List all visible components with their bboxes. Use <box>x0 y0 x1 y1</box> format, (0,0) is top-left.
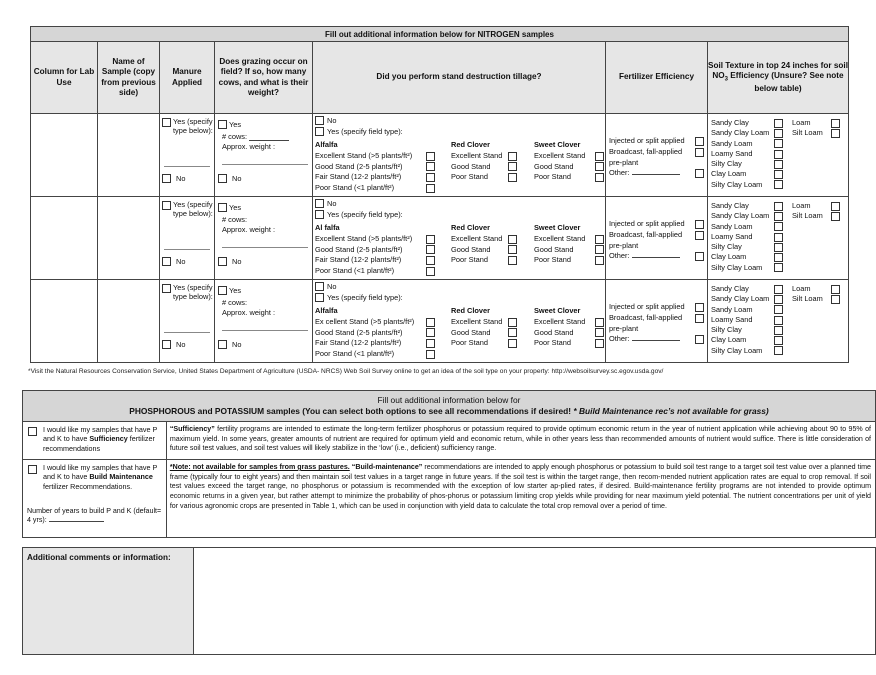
soil-cell <box>708 114 849 197</box>
fert-preplant-label: pre-plant <box>609 323 639 333</box>
soil-clay-loam-label: Clay Loam <box>711 169 747 179</box>
manure-yes-checkbox[interactable] <box>162 284 171 293</box>
soil-silty-clay-label: Silty Clay <box>711 325 742 335</box>
lab-use-cell <box>31 280 98 363</box>
pk-title-line2: PHOSPHOROUS and POTASSIUM samples (You can select both options to see all recommendations if desired! <box>129 406 574 416</box>
cows-label: # cows: <box>222 132 248 141</box>
soil-silt-loam-label: Silt Loam <box>792 294 823 304</box>
alfalfa-fair-checkbox[interactable] <box>426 339 435 348</box>
soil-loamy-sand-label: Loamy Sand <box>711 148 753 158</box>
weight-field[interactable] <box>222 247 308 248</box>
sufficiency-row <box>23 422 876 460</box>
alfalfa-good-label: Good Stand (2-5 plants/ft²) <box>315 161 403 171</box>
red-poor-label: Poor Stand <box>451 172 488 182</box>
alfalfa-good-checkbox[interactable] <box>426 328 435 337</box>
red-poor-label: Poor Stand <box>451 255 488 265</box>
sweet-clover-title: Sweet Clover <box>534 140 581 149</box>
red-clover-group <box>451 306 517 349</box>
soil-loam-label: Loam <box>792 284 811 293</box>
alfalfa-fair-checkbox[interactable] <box>426 173 435 182</box>
sweet-excellent-label: Excellent Stand <box>534 316 586 326</box>
manure-no-checkbox[interactable] <box>162 257 171 266</box>
tillage-cell <box>313 197 606 280</box>
sweet-excellent-checkbox[interactable] <box>595 318 604 327</box>
soil-cell <box>708 197 849 280</box>
grazing-yes-label: Yes <box>229 286 242 295</box>
manure-type-field[interactable] <box>164 249 210 250</box>
alfalfa-title: Al falfa <box>315 223 340 232</box>
red-poor-checkbox[interactable] <box>508 256 517 265</box>
soil-silty-clay-loam-label: Silty Clay Loam <box>711 179 763 189</box>
weight-field[interactable] <box>222 330 308 331</box>
grazing-cell <box>215 114 313 197</box>
tillage-no-label: No <box>327 116 337 125</box>
soil-silt-loam-checkbox[interactable] <box>831 129 840 138</box>
pk-title <box>23 391 876 422</box>
sweet-clover-group <box>534 306 604 349</box>
soil-sandy-loam-label: Sandy Loam <box>711 304 753 314</box>
fert-broadcast-label: Broadcast, fall-applied <box>609 229 683 239</box>
alfalfa-poor-checkbox[interactable] <box>426 267 435 276</box>
sweet-good-label: Good Stand <box>534 327 574 337</box>
soil-loam-label: Loam <box>792 118 811 127</box>
red-excellent-label: Excellent Stand <box>451 150 503 160</box>
soil-sandy-loam-checkbox[interactable] <box>774 305 783 314</box>
build-label-pre: I would like my samples that have P and K to have <box>43 463 158 482</box>
grazing-no-checkbox[interactable] <box>218 257 227 266</box>
alfalfa-excellent-checkbox[interactable] <box>426 318 435 327</box>
red-excellent-checkbox[interactable] <box>508 318 517 327</box>
sweet-good-label: Good Stand <box>534 161 574 171</box>
soil-sandy-clay-loam-checkbox[interactable] <box>774 129 783 138</box>
manure-cell <box>160 197 215 280</box>
soil-silt-loam-label: Silt Loam <box>792 128 823 138</box>
lab-use-cell <box>31 197 98 280</box>
fert-preplant-label: pre-plant <box>609 157 639 167</box>
soil-silt-loam-checkbox[interactable] <box>831 212 840 221</box>
sweet-good-checkbox[interactable] <box>595 245 604 254</box>
sweet-poor-checkbox[interactable] <box>595 173 604 182</box>
fert-injected-label: Injected or split applied <box>609 302 685 311</box>
soil-sandy-clay-checkbox[interactable] <box>774 202 783 211</box>
red-poor-checkbox[interactable] <box>508 173 517 182</box>
red-clover-title: Red Clover <box>451 140 491 149</box>
header-tillage: Did you perform stand destruction tillage? <box>313 42 606 114</box>
build-desc-bold: “Build-maintenance” <box>349 463 423 471</box>
fert-injected-label: Injected or split applied <box>609 136 685 145</box>
alfalfa-excellent-label: Excellent Stand (>5 plants/ft²) <box>315 233 413 243</box>
manure-yes-label: Yes (specify type below): <box>173 283 213 301</box>
sample-name-cell[interactable] <box>98 197 160 280</box>
manure-no-label: No <box>176 257 186 266</box>
manure-no-checkbox[interactable] <box>162 340 171 349</box>
alfalfa-poor-checkbox[interactable] <box>426 184 435 193</box>
alfalfa-poor-checkbox[interactable] <box>426 350 435 359</box>
sweet-clover-title: Sweet Clover <box>534 223 581 232</box>
alfalfa-excellent-checkbox[interactable] <box>426 235 435 244</box>
manure-cell <box>160 114 215 197</box>
alfalfa-poor-label: Poor Stand (<1 plant/ft²) <box>315 266 395 276</box>
sweet-clover-title: Sweet Clover <box>534 306 581 315</box>
soil-loam-checkbox[interactable] <box>831 202 840 211</box>
soil-loamy-sand-label: Loamy Sand <box>711 314 753 324</box>
red-poor-checkbox[interactable] <box>508 339 517 348</box>
alfalfa-excellent-label: Ex cellent Stand (>5 plants/ft²) <box>315 316 415 326</box>
red-clover-title: Red Clover <box>451 306 491 315</box>
grazing-cell <box>215 280 313 363</box>
soil-sandy-clay-loam-checkbox[interactable] <box>774 295 783 304</box>
soil-sandy-loam-label: Sandy Loam <box>711 138 753 148</box>
soil-loam-checkbox[interactable] <box>831 119 840 128</box>
pk-title-line1: Fill out additional information below for <box>377 394 521 405</box>
fert-broadcast-checkbox[interactable] <box>695 314 704 323</box>
soil-clay-loam-checkbox[interactable] <box>774 336 783 345</box>
soil-sandy-clay-label: Sandy Clay <box>711 284 749 293</box>
alfalfa-excellent-label: Excellent Stand (>5 plants/ft²) <box>315 150 413 160</box>
lab-use-cell <box>31 114 98 197</box>
alfalfa-good-label: Good Stand (2-5 plants/ft²) <box>315 327 403 337</box>
fert-other-field[interactable] <box>632 340 680 341</box>
sweet-good-label: Good Stand <box>534 244 574 254</box>
manure-yes-label: Yes (specify type below): <box>173 200 213 218</box>
header-lab-use: Column for Lab Use <box>31 42 98 114</box>
soil-clay-loam-checkbox[interactable] <box>774 253 783 262</box>
alfalfa-title: Alfalfa <box>315 306 338 315</box>
soil-sandy-clay-label: Sandy Clay <box>711 118 749 127</box>
comments-table <box>22 547 876 655</box>
red-good-label: Good Stand <box>451 327 491 337</box>
nitrogen-title: Fill out additional information below for NITROGEN samples <box>31 27 849 42</box>
red-good-label: Good Stand <box>451 244 491 254</box>
sweet-excellent-label: Excellent Stand <box>534 233 586 243</box>
sweet-excellent-label: Excellent Stand <box>534 150 586 160</box>
header-sample-name: Name of Sample (copy from previous side) <box>98 42 160 114</box>
soil-loamy-sand-checkbox[interactable] <box>774 233 783 242</box>
soil-loamy-sand-checkbox[interactable] <box>774 150 783 159</box>
weight-label: Approx. weight : <box>222 142 275 151</box>
manure-yes-checkbox[interactable] <box>162 118 171 127</box>
sweet-poor-checkbox[interactable] <box>595 339 604 348</box>
cows-field[interactable] <box>249 140 289 141</box>
fert-broadcast-label: Broadcast, fall-applied <box>609 312 683 322</box>
tillage-cell <box>313 114 606 197</box>
tillage-no-label: No <box>327 282 337 291</box>
build-label-bold: Build Maintenance <box>89 472 153 482</box>
fert-other-checkbox[interactable] <box>695 335 704 344</box>
fertilizer-cell <box>606 280 708 363</box>
red-good-checkbox[interactable] <box>508 328 517 337</box>
alfalfa-group <box>315 306 435 360</box>
soil-survey-footnote: *Visit the Natural Resources Conservation Service, United States Department of Agriculture (USDA- NRCS) Web Soil Survey online to get an idea of the soil type on your property: http://websoilsurvey.sc.egov.usda.gov/ <box>28 368 664 375</box>
red-good-checkbox[interactable] <box>508 245 517 254</box>
red-clover-title: Red Clover <box>451 223 491 232</box>
sweet-excellent-checkbox[interactable] <box>595 235 604 244</box>
years-to-build-label: Number of years to build P and K (default= 4 yrs): <box>27 507 162 524</box>
sample-row-1 <box>31 114 849 197</box>
grazing-no-label: No <box>232 257 242 266</box>
alfalfa-fair-label: Fair Stand (12-2 plants/ft²) <box>315 172 402 182</box>
tillage-yes-checkbox[interactable] <box>315 127 324 136</box>
weight-label: Approx. weight : <box>222 308 275 317</box>
fert-other-field[interactable] <box>632 257 680 258</box>
tillage-no-checkbox[interactable] <box>315 199 324 208</box>
weight-field[interactable] <box>222 164 308 165</box>
fert-other-checkbox[interactable] <box>695 252 704 261</box>
sample-name-cell[interactable] <box>98 280 160 363</box>
build-desc-text: recommendations are intended to apply enough phosphorus or potassium to build soil test range to a target soil test value over a planned time frame (typically four to eight years) and then maintain soil test values in a target range in future years. If the soil test is within the target range, then recom-mended nutrient application rates are equal to crop removal. If soil test values exceed the target range, no phosphorus or potassium is recommended with the exception of low starter ap-plied rates, if desired. Build-maintenance fertility programs are not intended to provide optimum economic returns in a given year, but rather attempt to minimize the probability of phos-phorus or potassium limiting crop yields while providing for near maximum yield potential. The nutrient concentrations per unit of yield for various agronomic crops are presented in Table 1, which can be used in conjunction with yield data to calculate the total crop removal over a period of time. <box>169 463 872 510</box>
fert-broadcast-checkbox[interactable] <box>695 231 704 240</box>
tillage-yes-label: Yes (specify field type): <box>327 127 403 136</box>
soil-sandy-clay-loam-label: Sandy Clay Loam <box>711 128 770 138</box>
fertilizer-cell <box>606 197 708 280</box>
alfalfa-poor-label: Poor Stand (<1 plant/ft²) <box>315 183 395 193</box>
soil-sandy-loam-label: Sandy Loam <box>711 221 753 231</box>
nitrogen-table <box>30 26 849 363</box>
build-maintenance-checkbox[interactable] <box>28 465 37 474</box>
manure-cell <box>160 280 215 363</box>
sufficiency-desc-text: fertility programs are intended to estimate the long-term fertilizer phosphorus or potassium required to provide optimum economic return in the year of nutrient application while achieving about 90 to 95% of maximum yield. In some years, greater amounts of nutrient are required for optimum yield and economic return, while in other years less than recommended amounts of nutrient would suffice. There is little consideration of future soil test values, and soil test values will likely stabilize in the ‘low’ (i.e., deficient) sufficiency range. <box>169 425 871 453</box>
alfalfa-good-checkbox[interactable] <box>426 162 435 171</box>
sweet-clover-group <box>534 140 604 183</box>
sweet-excellent-checkbox[interactable] <box>595 152 604 161</box>
sweet-poor-checkbox[interactable] <box>595 256 604 265</box>
red-excellent-label: Excellent Stand <box>451 316 503 326</box>
manure-no-label: No <box>176 340 186 349</box>
sweet-clover-group <box>534 223 604 266</box>
sufficiency-checkbox[interactable] <box>28 427 37 436</box>
tillage-no-label: No <box>327 199 337 208</box>
sufficiency-label-pre: I would like my samples that have P and K to have <box>43 425 158 444</box>
soil-sandy-loam-checkbox[interactable] <box>774 222 783 231</box>
alfalfa-group <box>315 140 435 194</box>
grazing-no-checkbox[interactable] <box>218 174 227 183</box>
soil-clay-loam-checkbox[interactable] <box>774 170 783 179</box>
fert-preplant-label: pre-plant <box>609 240 639 250</box>
grazing-yes-checkbox[interactable] <box>218 120 227 129</box>
soil-sandy-loam-checkbox[interactable] <box>774 139 783 148</box>
fertilizer-cell <box>606 114 708 197</box>
soil-sandy-clay-label: Sandy Clay <box>711 201 749 210</box>
comments-field[interactable] <box>193 548 875 655</box>
sufficiency-label-bold: Sufficiency <box>89 434 128 444</box>
tillage-yes-label: Yes (specify field type): <box>327 210 403 219</box>
fert-broadcast-label: Broadcast, fall-applied <box>609 146 683 156</box>
manure-no-checkbox[interactable] <box>162 174 171 183</box>
alfalfa-excellent-checkbox[interactable] <box>426 152 435 161</box>
build-maintenance-description <box>166 460 875 538</box>
fert-broadcast-checkbox[interactable] <box>695 148 704 157</box>
tillage-yes-checkbox[interactable] <box>315 210 324 219</box>
grazing-no-label: No <box>232 174 242 183</box>
red-good-label: Good Stand <box>451 161 491 171</box>
red-excellent-checkbox[interactable] <box>508 235 517 244</box>
manure-type-field[interactable] <box>164 332 210 333</box>
red-clover-group <box>451 223 517 266</box>
build-label-post: fertilizer Recommendations. <box>43 481 133 491</box>
alfalfa-group <box>315 223 435 277</box>
alfalfa-fair-checkbox[interactable] <box>426 256 435 265</box>
grazing-yes-checkbox[interactable] <box>218 286 227 295</box>
soil-silty-clay-loam-label: Silty Clay Loam <box>711 262 763 272</box>
fert-injected-checkbox[interactable] <box>695 220 704 229</box>
alfalfa-fair-label: Fair Stand (12-2 plants/ft²) <box>315 255 402 265</box>
soil-silty-clay-loam-checkbox[interactable] <box>774 180 783 189</box>
soil-loamy-sand-label: Loamy Sand <box>711 231 753 241</box>
soil-silty-clay-checkbox[interactable] <box>774 243 783 252</box>
years-to-build-field[interactable] <box>49 521 104 522</box>
soil-sandy-clay-checkbox[interactable] <box>774 285 783 294</box>
sweet-good-checkbox[interactable] <box>595 328 604 337</box>
comments-label: Additional comments or information: <box>23 548 194 655</box>
header-manure: Manure Applied <box>160 42 215 114</box>
red-good-checkbox[interactable] <box>508 162 517 171</box>
tillage-yes-label: Yes (specify field type): <box>327 293 403 302</box>
header-fertilizer: Fertilizer Efficiency <box>606 42 708 114</box>
build-maintenance-option[interactable] <box>23 460 167 538</box>
soil-sandy-clay-loam-label: Sandy Clay Loam <box>711 211 770 221</box>
alfalfa-poor-label: Poor Stand (<1 plant/ft²) <box>315 349 395 359</box>
header-soil-texture: Soil Texture in top 24 inches for soil $NO_3$ Efficiency (Unsure? See note below table) <box>708 42 849 114</box>
alfalfa-fair-label: Fair Stand (12-2 plants/ft²) <box>315 338 402 348</box>
manure-yes-label: Yes (specify type below): <box>173 117 213 135</box>
fert-other-label: Other: <box>609 168 630 178</box>
soil-sandy-clay-loam-label: Sandy Clay Loam <box>711 294 770 304</box>
build-desc-note: *Note: not available for samples from grass pastures. <box>169 463 350 471</box>
header-grazing: Does grazing occur on field? If so, how many cows, and what is their weight? <box>215 42 313 114</box>
soil-loamy-sand-checkbox[interactable] <box>774 316 783 325</box>
soil-sandy-clay-loam-checkbox[interactable] <box>774 212 783 221</box>
soil-silty-clay-loam-label: Silty Clay Loam <box>711 345 763 355</box>
soil-silt-loam-label: Silt Loam <box>792 211 823 221</box>
soil-silt-loam-checkbox[interactable] <box>831 295 840 304</box>
sufficiency-desc-bold: “Sufficiency” <box>169 425 215 433</box>
fert-other-label: Other: <box>609 334 630 344</box>
red-excellent-label: Excellent Stand <box>451 233 503 243</box>
soil-silty-clay-label: Silty Clay <box>711 242 742 252</box>
red-clover-group <box>451 140 517 183</box>
alfalfa-good-checkbox[interactable] <box>426 245 435 254</box>
sufficiency-description <box>166 422 875 460</box>
red-poor-label: Poor Stand <box>451 338 488 348</box>
sweet-poor-label: Poor Stand <box>534 172 571 182</box>
grazing-no-label: No <box>232 340 242 349</box>
alfalfa-title: Alfalfa <box>315 140 338 149</box>
cows-label: # cows: <box>222 298 248 307</box>
soil-sandy-clay-checkbox[interactable] <box>774 119 783 128</box>
soil-silty-clay-label: Silty Clay <box>711 159 742 169</box>
soil-silty-clay-checkbox[interactable] <box>774 160 783 169</box>
sweet-poor-label: Poor Stand <box>534 255 571 265</box>
sample-name-cell[interactable] <box>98 114 160 197</box>
soil-silty-clay-loam-checkbox[interactable] <box>774 263 783 272</box>
soil-silty-clay-loam-checkbox[interactable] <box>774 346 783 355</box>
sufficiency-label-post: fertilizer recommendations <box>43 434 155 453</box>
soil-loam-checkbox[interactable] <box>831 285 840 294</box>
grazing-yes-label: Yes <box>229 203 242 212</box>
red-excellent-checkbox[interactable] <box>508 152 517 161</box>
fert-other-label: Other: <box>609 251 630 261</box>
grazing-no-checkbox[interactable] <box>218 340 227 349</box>
fert-injected-checkbox[interactable] <box>695 303 704 312</box>
tillage-yes-checkbox[interactable] <box>315 293 324 302</box>
fert-other-checkbox[interactable] <box>695 169 704 178</box>
tillage-cell <box>313 280 606 363</box>
soil-silty-clay-checkbox[interactable] <box>774 326 783 335</box>
fert-other-field[interactable] <box>632 174 680 175</box>
soil-clay-loam-label: Clay Loam <box>711 252 747 262</box>
sufficiency-option[interactable] <box>23 422 167 460</box>
soil-loam-label: Loam <box>792 201 811 210</box>
pk-table <box>22 390 876 538</box>
build-maintenance-row <box>23 460 876 538</box>
pk-title-note: * Build Maintenance rec’s not available for grass) <box>573 406 769 416</box>
grazing-yes-label: Yes <box>229 120 242 129</box>
alfalfa-good-label: Good Stand (2-5 plants/ft²) <box>315 244 403 254</box>
tillage-no-checkbox[interactable] <box>315 282 324 291</box>
manure-type-field[interactable] <box>164 166 210 167</box>
sample-row-3 <box>31 280 849 363</box>
cows-label: # cows: <box>222 215 248 224</box>
grazing-cell <box>215 197 313 280</box>
grazing-yes-checkbox[interactable] <box>218 203 227 212</box>
sample-row-2 <box>31 197 849 280</box>
sweet-good-checkbox[interactable] <box>595 162 604 171</box>
fert-injected-checkbox[interactable] <box>695 137 704 146</box>
tillage-no-checkbox[interactable] <box>315 116 324 125</box>
manure-no-label: No <box>176 174 186 183</box>
weight-label: Approx. weight : <box>222 225 275 234</box>
manure-yes-checkbox[interactable] <box>162 201 171 210</box>
soil-cell <box>708 280 849 363</box>
sweet-poor-label: Poor Stand <box>534 338 571 348</box>
soil-clay-loam-label: Clay Loam <box>711 335 747 345</box>
fert-injected-label: Injected or split applied <box>609 219 685 228</box>
